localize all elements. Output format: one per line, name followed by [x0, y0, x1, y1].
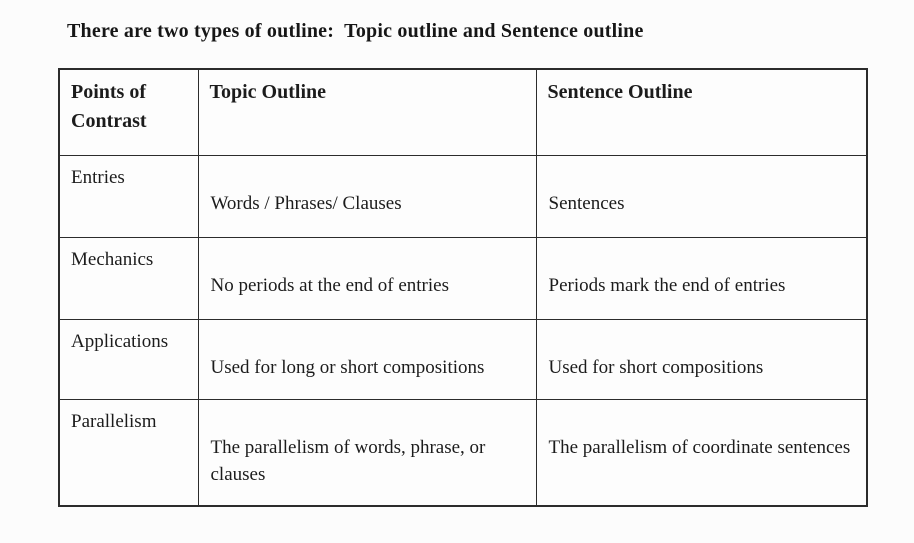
- row-label: Entries: [59, 155, 198, 237]
- table-header-row: [59, 69, 867, 155]
- topic-outline-cell: The parallelism of words, phrase, or clauses: [198, 399, 536, 506]
- sentence-outline-cell: Sentences: [536, 155, 867, 237]
- sentence-outline-cell: Used for short compositions: [536, 319, 867, 399]
- table-row-mechanics: [59, 237, 867, 319]
- row-label: Parallelism: [59, 399, 198, 506]
- topic-outline-cell: Words / Phrases/ Clauses: [198, 155, 536, 237]
- topic-outline-cell: No periods at the end of entries: [198, 237, 536, 319]
- col-header-topic-outline: Topic Outline: [198, 69, 536, 155]
- table-row-parallelism: [59, 399, 867, 506]
- topic-outline-cell: Used for long or short compositions: [198, 319, 536, 399]
- outline-comparison-table: [58, 68, 868, 507]
- col-header-points-of-contrast: Points of Contrast: [59, 69, 198, 155]
- sentence-outline-cell: The parallelism of coordinate sentences: [536, 399, 867, 506]
- table-row-applications: [59, 319, 867, 399]
- sentence-outline-cell: Periods mark the end of entries: [536, 237, 867, 319]
- page-title: There are two types of outline: Topic outline and Sentence outline: [67, 20, 644, 42]
- table-row-entries: [59, 155, 867, 237]
- col-header-sentence-outline: Sentence Outline: [536, 69, 867, 155]
- row-label: Mechanics: [59, 237, 198, 319]
- row-label: Applications: [59, 319, 198, 399]
